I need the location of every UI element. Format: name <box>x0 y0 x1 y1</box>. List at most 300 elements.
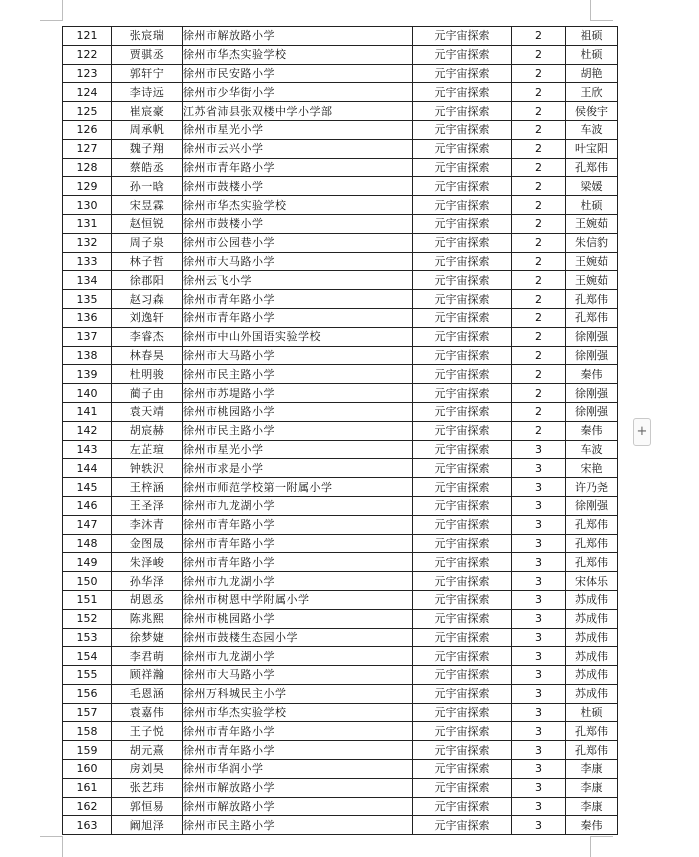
cell-teacher: 苏成伟 <box>566 647 618 666</box>
cell-grade: 3 <box>512 666 566 685</box>
cell-name: 刘逸轩 <box>112 308 183 327</box>
table-row <box>63 214 618 233</box>
cell-teacher: 胡艳 <box>566 64 618 83</box>
cell-grade: 3 <box>512 816 566 835</box>
cell-teacher: 宋体乐 <box>566 572 618 591</box>
cell-name: 赵恒锐 <box>112 214 183 233</box>
cell-teacher: 孔郑伟 <box>566 534 618 553</box>
cell-name: 林子哲 <box>112 252 183 271</box>
cell-no: 131 <box>63 214 112 233</box>
cell-name: 毛恩涵 <box>112 684 183 703</box>
cell-grade: 3 <box>512 553 566 572</box>
table-row <box>63 741 618 760</box>
cell-name: 钟轶沢 <box>112 459 183 478</box>
table-row <box>63 609 618 628</box>
page-corner-mark <box>590 836 613 857</box>
cell-school: 徐州万科城民主小学 <box>183 684 413 703</box>
cell-project: 元宇宙探索 <box>413 177 512 196</box>
cell-project: 元宇宙探索 <box>413 590 512 609</box>
cell-name: 林春昊 <box>112 346 183 365</box>
table-row <box>63 365 618 384</box>
cell-name: 张艺玮 <box>112 778 183 797</box>
cell-grade: 2 <box>512 45 566 64</box>
cell-grade: 3 <box>512 760 566 779</box>
cell-project: 元宇宙探索 <box>413 722 512 741</box>
cell-name: 袁天靖 <box>112 402 183 421</box>
cell-teacher: 孔郑伟 <box>566 158 618 177</box>
roster-table-body <box>63 27 618 835</box>
cell-grade: 2 <box>512 27 566 46</box>
cell-school: 徐州市鼓楼小学 <box>183 214 413 233</box>
cell-name: 顾祥瀚 <box>112 666 183 685</box>
cell-no: 149 <box>63 553 112 572</box>
table-row <box>63 120 618 139</box>
cell-school: 徐州市九龙湖小学 <box>183 496 413 515</box>
cell-project: 元宇宙探索 <box>413 252 512 271</box>
cell-teacher: 孔郑伟 <box>566 308 618 327</box>
cell-school: 徐州云飞小学 <box>183 271 413 290</box>
cell-school: 徐州市华杰实验学校 <box>183 703 413 722</box>
cell-project: 元宇宙探索 <box>413 534 512 553</box>
cell-name: 蔡皓丞 <box>112 158 183 177</box>
cell-no: 144 <box>63 459 112 478</box>
table-row <box>63 797 618 816</box>
cell-no: 141 <box>63 402 112 421</box>
cell-no: 133 <box>63 252 112 271</box>
cell-no: 154 <box>63 647 112 666</box>
cell-name: 孙一晗 <box>112 177 183 196</box>
cell-project: 元宇宙探索 <box>413 703 512 722</box>
cell-grade: 2 <box>512 158 566 177</box>
cell-project: 元宇宙探索 <box>413 27 512 46</box>
cell-school: 徐州市民主路小学 <box>183 365 413 384</box>
cell-school: 徐州市青年路小学 <box>183 741 413 760</box>
table-row <box>63 440 618 459</box>
cell-project: 元宇宙探索 <box>413 196 512 215</box>
cell-name: 朱泽峻 <box>112 553 183 572</box>
cell-grade: 2 <box>512 214 566 233</box>
cell-school: 徐州市鼓楼小学 <box>183 177 413 196</box>
table-row <box>63 271 618 290</box>
cell-name: 魏子翔 <box>112 139 183 158</box>
cell-project: 元宇宙探索 <box>413 440 512 459</box>
cell-teacher: 徐刚强 <box>566 346 618 365</box>
cell-school: 徐州市大马路小学 <box>183 346 413 365</box>
cell-teacher: 李康 <box>566 778 618 797</box>
cell-grade: 3 <box>512 590 566 609</box>
cell-school: 徐州市青年路小学 <box>183 534 413 553</box>
table-row <box>63 421 618 440</box>
cell-no: 161 <box>63 778 112 797</box>
cell-project: 元宇宙探索 <box>413 515 512 534</box>
cell-grade: 2 <box>512 252 566 271</box>
cell-project: 元宇宙探索 <box>413 271 512 290</box>
cell-school: 徐州市青年路小学 <box>183 308 413 327</box>
page-corner-mark <box>40 836 63 857</box>
table-row <box>63 515 618 534</box>
cell-grade: 2 <box>512 327 566 346</box>
cell-name: 房刘昊 <box>112 760 183 779</box>
cell-teacher: 车波 <box>566 120 618 139</box>
cell-school: 徐州市少华街小学 <box>183 83 413 102</box>
cell-name: 陈兆熙 <box>112 609 183 628</box>
plus-icon[interactable]: + <box>633 418 651 446</box>
cell-name: 李沐青 <box>112 515 183 534</box>
cell-grade: 3 <box>512 515 566 534</box>
cell-school: 徐州市青年路小学 <box>183 290 413 309</box>
cell-project: 元宇宙探索 <box>413 384 512 403</box>
table-row <box>63 647 618 666</box>
cell-school: 徐州市青年路小学 <box>183 553 413 572</box>
cell-teacher: 苏成伟 <box>566 684 618 703</box>
cell-name: 左芷瑄 <box>112 440 183 459</box>
cell-teacher: 秦伟 <box>566 816 618 835</box>
cell-grade: 2 <box>512 421 566 440</box>
cell-no: 130 <box>63 196 112 215</box>
cell-name: 周承帆 <box>112 120 183 139</box>
cell-name: 郭轩宁 <box>112 64 183 83</box>
page-corner-mark <box>590 0 613 21</box>
table-row <box>63 233 618 252</box>
cell-school: 徐州市华杰实验学校 <box>183 196 413 215</box>
cell-teacher: 苏成伟 <box>566 609 618 628</box>
cell-grade: 2 <box>512 271 566 290</box>
cell-grade: 2 <box>512 384 566 403</box>
cell-grade: 3 <box>512 722 566 741</box>
cell-no: 163 <box>63 816 112 835</box>
table-row <box>63 816 618 835</box>
cell-no: 140 <box>63 384 112 403</box>
cell-school: 徐州市桃园路小学 <box>183 402 413 421</box>
cell-school: 徐州市九龙湖小学 <box>183 572 413 591</box>
cell-teacher: 孔郑伟 <box>566 290 618 309</box>
cell-project: 元宇宙探索 <box>413 666 512 685</box>
table-row <box>63 666 618 685</box>
cell-no: 121 <box>63 27 112 46</box>
cell-no: 155 <box>63 666 112 685</box>
cell-project: 元宇宙探索 <box>413 158 512 177</box>
cell-teacher: 孔郑伟 <box>566 741 618 760</box>
cell-grade: 2 <box>512 120 566 139</box>
cell-teacher: 苏成伟 <box>566 628 618 647</box>
cell-no: 158 <box>63 722 112 741</box>
cell-grade: 3 <box>512 741 566 760</box>
cell-school: 徐州市桃园路小学 <box>183 609 413 628</box>
table-row <box>63 27 618 46</box>
cell-grade: 2 <box>512 402 566 421</box>
cell-grade: 3 <box>512 797 566 816</box>
cell-project: 元宇宙探索 <box>413 797 512 816</box>
table-row <box>63 308 618 327</box>
cell-name: 阚旭泽 <box>112 816 183 835</box>
table-row <box>63 177 618 196</box>
cell-no: 157 <box>63 703 112 722</box>
cell-project: 元宇宙探索 <box>413 647 512 666</box>
cell-teacher: 徐刚强 <box>566 402 618 421</box>
cell-project: 元宇宙探索 <box>413 496 512 515</box>
cell-name: 徐郡阳 <box>112 271 183 290</box>
cell-school: 徐州市解放路小学 <box>183 778 413 797</box>
cell-teacher: 苏成伟 <box>566 666 618 685</box>
table-row <box>63 684 618 703</box>
cell-teacher: 车波 <box>566 440 618 459</box>
cell-no: 134 <box>63 271 112 290</box>
cell-teacher: 王婉茹 <box>566 271 618 290</box>
cell-school: 徐州市民主路小学 <box>183 421 413 440</box>
cell-project: 元宇宙探索 <box>413 778 512 797</box>
cell-teacher: 徐刚强 <box>566 327 618 346</box>
cell-no: 137 <box>63 327 112 346</box>
cell-name: 李睿杰 <box>112 327 183 346</box>
cell-grade: 2 <box>512 83 566 102</box>
table-row <box>63 496 618 515</box>
cell-name: 金图晟 <box>112 534 183 553</box>
table-row <box>63 384 618 403</box>
cell-project: 元宇宙探索 <box>413 139 512 158</box>
cell-grade: 2 <box>512 290 566 309</box>
cell-grade: 3 <box>512 496 566 515</box>
cell-teacher: 王欣 <box>566 83 618 102</box>
cell-teacher: 梁媛 <box>566 177 618 196</box>
cell-school: 徐州市星光小学 <box>183 120 413 139</box>
cell-teacher: 王婉茹 <box>566 214 618 233</box>
cell-no: 136 <box>63 308 112 327</box>
cell-project: 元宇宙探索 <box>413 102 512 121</box>
cell-teacher: 孔郑伟 <box>566 553 618 572</box>
table-row <box>63 778 618 797</box>
cell-name: 李君萌 <box>112 647 183 666</box>
cell-school: 徐州市九龙湖小学 <box>183 647 413 666</box>
cell-name: 胡恩丞 <box>112 590 183 609</box>
cell-name: 张宸瑞 <box>112 27 183 46</box>
cell-no: 145 <box>63 478 112 497</box>
table-row <box>63 402 618 421</box>
cell-school: 徐州市求是小学 <box>183 459 413 478</box>
table-row <box>63 703 618 722</box>
cell-grade: 3 <box>512 778 566 797</box>
roster-table <box>62 26 618 835</box>
cell-project: 元宇宙探索 <box>413 572 512 591</box>
cell-name: 徐梦婕 <box>112 628 183 647</box>
cell-grade: 3 <box>512 534 566 553</box>
cell-teacher: 宋艳 <box>566 459 618 478</box>
cell-project: 元宇宙探索 <box>413 478 512 497</box>
cell-name: 李诗远 <box>112 83 183 102</box>
cell-project: 元宇宙探索 <box>413 308 512 327</box>
table-row <box>63 158 618 177</box>
cell-school: 徐州市解放路小学 <box>183 27 413 46</box>
cell-name: 宋昱霖 <box>112 196 183 215</box>
cell-grade: 3 <box>512 703 566 722</box>
cell-project: 元宇宙探索 <box>413 684 512 703</box>
cell-no: 122 <box>63 45 112 64</box>
cell-teacher: 杜硕 <box>566 45 618 64</box>
table-row <box>63 628 618 647</box>
cell-teacher: 徐刚强 <box>566 496 618 515</box>
cell-project: 元宇宙探索 <box>413 459 512 478</box>
cell-teacher: 王婉茹 <box>566 252 618 271</box>
cell-project: 元宇宙探索 <box>413 83 512 102</box>
cell-grade: 2 <box>512 196 566 215</box>
cell-grade: 2 <box>512 346 566 365</box>
cell-name: 王梓涵 <box>112 478 183 497</box>
cell-teacher: 秦伟 <box>566 421 618 440</box>
table-row <box>63 553 618 572</box>
cell-school: 徐州市中山外国语实验学校 <box>183 327 413 346</box>
cell-no: 162 <box>63 797 112 816</box>
cell-school: 徐州市云兴小学 <box>183 139 413 158</box>
cell-school: 徐州市民安路小学 <box>183 64 413 83</box>
cell-teacher: 李康 <box>566 760 618 779</box>
cell-project: 元宇宙探索 <box>413 628 512 647</box>
cell-name: 孙华泽 <box>112 572 183 591</box>
cell-teacher: 李康 <box>566 797 618 816</box>
cell-name: 杜明骏 <box>112 365 183 384</box>
cell-no: 146 <box>63 496 112 515</box>
cell-school: 徐州市星光小学 <box>183 440 413 459</box>
cell-project: 元宇宙探索 <box>413 290 512 309</box>
cell-project: 元宇宙探索 <box>413 609 512 628</box>
cell-name: 胡元熹 <box>112 741 183 760</box>
cell-grade: 2 <box>512 102 566 121</box>
cell-project: 元宇宙探索 <box>413 327 512 346</box>
cell-no: 152 <box>63 609 112 628</box>
cell-name: 贾骐丞 <box>112 45 183 64</box>
cell-no: 153 <box>63 628 112 647</box>
cell-school: 徐州市大马路小学 <box>183 252 413 271</box>
table-row <box>63 196 618 215</box>
table-row <box>63 64 618 83</box>
cell-teacher: 孔郑伟 <box>566 722 618 741</box>
cell-grade: 3 <box>512 440 566 459</box>
cell-no: 135 <box>63 290 112 309</box>
cell-name: 王子悦 <box>112 722 183 741</box>
cell-no: 143 <box>63 440 112 459</box>
cell-teacher: 朱信豹 <box>566 233 618 252</box>
cell-school: 江苏省沛县张双楼中学小学部 <box>183 102 413 121</box>
cell-grade: 2 <box>512 139 566 158</box>
cell-teacher: 叶宝阳 <box>566 139 618 158</box>
table-row <box>63 722 618 741</box>
cell-teacher: 苏成伟 <box>566 590 618 609</box>
cell-no: 126 <box>63 120 112 139</box>
cell-school: 徐州市民主路小学 <box>183 816 413 835</box>
cell-project: 元宇宙探索 <box>413 214 512 233</box>
cell-no: 124 <box>63 83 112 102</box>
cell-no: 123 <box>63 64 112 83</box>
cell-project: 元宇宙探索 <box>413 346 512 365</box>
cell-no: 159 <box>63 741 112 760</box>
cell-no: 156 <box>63 684 112 703</box>
table-row <box>63 327 618 346</box>
cell-project: 元宇宙探索 <box>413 233 512 252</box>
cell-no: 127 <box>63 139 112 158</box>
table-row <box>63 572 618 591</box>
cell-teacher: 祖硕 <box>566 27 618 46</box>
cell-project: 元宇宙探索 <box>413 45 512 64</box>
table-row <box>63 534 618 553</box>
cell-grade: 2 <box>512 365 566 384</box>
cell-no: 151 <box>63 590 112 609</box>
table-row <box>63 346 618 365</box>
cell-school: 徐州市大马路小学 <box>183 666 413 685</box>
cell-teacher: 孔郑伟 <box>566 515 618 534</box>
cell-project: 元宇宙探索 <box>413 64 512 83</box>
table-row <box>63 83 618 102</box>
cell-grade: 2 <box>512 233 566 252</box>
cell-no: 132 <box>63 233 112 252</box>
cell-school: 徐州市公园巷小学 <box>183 233 413 252</box>
cell-no: 138 <box>63 346 112 365</box>
cell-name: 胡宸赫 <box>112 421 183 440</box>
cell-no: 142 <box>63 421 112 440</box>
cell-grade: 3 <box>512 609 566 628</box>
cell-no: 150 <box>63 572 112 591</box>
cell-no: 128 <box>63 158 112 177</box>
cell-grade: 3 <box>512 628 566 647</box>
cell-project: 元宇宙探索 <box>413 402 512 421</box>
cell-grade: 3 <box>512 684 566 703</box>
cell-grade: 2 <box>512 177 566 196</box>
table-row <box>63 590 618 609</box>
cell-no: 139 <box>63 365 112 384</box>
cell-grade: 3 <box>512 572 566 591</box>
table-row <box>63 478 618 497</box>
cell-teacher: 杜硕 <box>566 703 618 722</box>
cell-teacher: 杜硕 <box>566 196 618 215</box>
cell-grade: 3 <box>512 478 566 497</box>
cell-school: 徐州市解放路小学 <box>183 797 413 816</box>
cell-school: 徐州市苏堤路小学 <box>183 384 413 403</box>
cell-grade: 3 <box>512 647 566 666</box>
cell-teacher: 侯俊宇 <box>566 102 618 121</box>
cell-name: 赵习森 <box>112 290 183 309</box>
cell-school: 徐州市华杰实验学校 <box>183 45 413 64</box>
cell-grade: 2 <box>512 64 566 83</box>
cell-no: 148 <box>63 534 112 553</box>
cell-name: 王圣泽 <box>112 496 183 515</box>
table-row <box>63 102 618 121</box>
table-row <box>63 45 618 64</box>
cell-school: 徐州市青年路小学 <box>183 722 413 741</box>
cell-project: 元宇宙探索 <box>413 553 512 572</box>
cell-school: 徐州市树恩中学附属小学 <box>183 590 413 609</box>
cell-grade: 2 <box>512 308 566 327</box>
cell-teacher: 秦伟 <box>566 365 618 384</box>
cell-name: 袁嘉伟 <box>112 703 183 722</box>
page-corner-mark <box>40 0 63 21</box>
cell-school: 徐州市师范学校第一附属小学 <box>183 478 413 497</box>
table-row <box>63 139 618 158</box>
table-row <box>63 290 618 309</box>
cell-school: 徐州市青年路小学 <box>183 515 413 534</box>
table-row <box>63 252 618 271</box>
cell-project: 元宇宙探索 <box>413 760 512 779</box>
cell-name: 郭恒易 <box>112 797 183 816</box>
cell-school: 徐州市鼓楼生态园小学 <box>183 628 413 647</box>
cell-name: 蔺子由 <box>112 384 183 403</box>
cell-school: 徐州市华润小学 <box>183 760 413 779</box>
table-row <box>63 760 618 779</box>
cell-project: 元宇宙探索 <box>413 365 512 384</box>
cell-project: 元宇宙探索 <box>413 816 512 835</box>
cell-no: 147 <box>63 515 112 534</box>
table-row <box>63 459 618 478</box>
cell-project: 元宇宙探索 <box>413 120 512 139</box>
cell-name: 崔宸豪 <box>112 102 183 121</box>
cell-teacher: 徐刚强 <box>566 384 618 403</box>
cell-no: 129 <box>63 177 112 196</box>
